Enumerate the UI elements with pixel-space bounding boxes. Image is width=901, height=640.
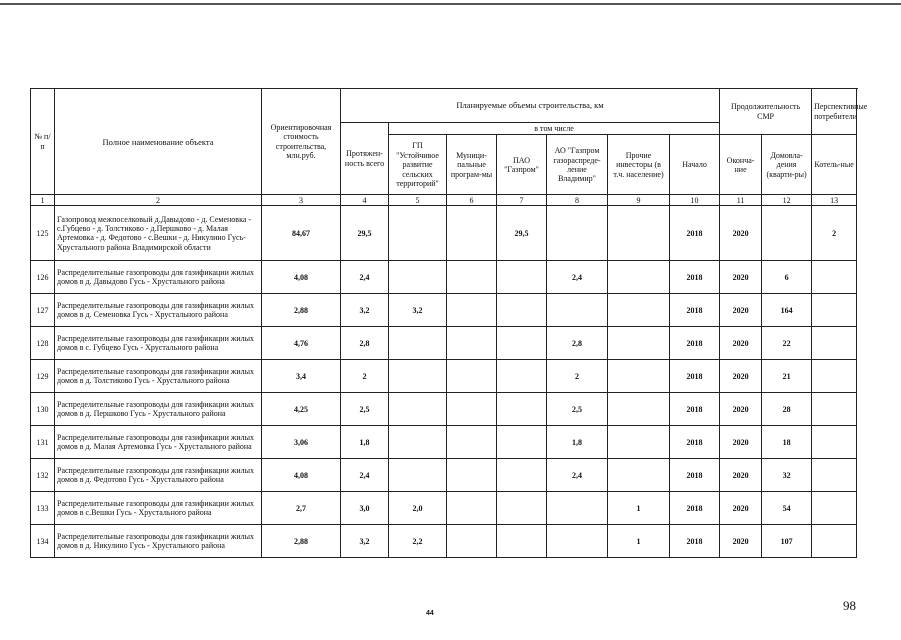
length-total-cell: 2 — [341, 360, 389, 393]
header-boilers: Котель-ные — [812, 135, 857, 195]
header-households: Домовла-дения (кварти-ры) — [762, 135, 812, 195]
header-end: Оконча-ние — [720, 135, 762, 195]
length-total-cell: 3,2 — [341, 525, 389, 558]
households-cell: 6 — [762, 261, 812, 294]
gp-cell: 2,0 — [389, 492, 447, 525]
municipal-cell — [447, 426, 497, 459]
gp-cell: 3,2 — [389, 294, 447, 327]
municipal-cell — [447, 492, 497, 525]
ao-cell — [547, 294, 608, 327]
cost-cell: 2,88 — [262, 525, 341, 558]
end-cell: 2020 — [720, 426, 762, 459]
start-cell: 2018 — [670, 459, 720, 492]
object-name: Распределительные газопроводы для газификации жилых домов в д. Давыдово Гусь - Хрустального района — [55, 261, 262, 294]
other-cell: 1 — [608, 525, 670, 558]
pao-cell — [497, 294, 547, 327]
column-number-row — [31, 195, 857, 206]
row-number: 127 — [31, 294, 55, 327]
table-row — [31, 393, 857, 426]
other-cell — [608, 459, 670, 492]
households-cell: 18 — [762, 426, 812, 459]
end-cell: 2020 — [720, 261, 762, 294]
object-name: Распределительные газопроводы для газификации жилых домов в д. Федотово Гусь - Хрустального района — [55, 459, 262, 492]
other-cell — [608, 360, 670, 393]
boilers-cell: 2 — [812, 206, 857, 261]
header-cost: Ориентировочная стоимость строительства, млн.руб. — [262, 89, 341, 195]
col-num: 5 — [389, 195, 447, 206]
gp-cell — [389, 459, 447, 492]
start-cell: 2018 — [670, 426, 720, 459]
header-other: Прочие инвесторы (в т.ч. население) — [608, 135, 670, 195]
row-number: 128 — [31, 327, 55, 360]
header-consumers: Перспективные потребители — [812, 89, 857, 135]
households-cell: 28 — [762, 393, 812, 426]
object-name: Распределительные газопроводы для газификации жилых домов в с. Губцево Гусь - Хрустального района — [55, 327, 262, 360]
table-row — [31, 459, 857, 492]
cost-cell: 4,08 — [262, 261, 341, 294]
cost-cell: 2,7 — [262, 492, 341, 525]
footer-number: 44 — [426, 610, 434, 617]
object-name: Распределительные газопроводы для газификации жилых домов в д. Першково Гусь - Хрустального района — [55, 393, 262, 426]
boilers-cell — [812, 525, 857, 558]
object-name: Газопровод межпоселковый д.Давыдово - д. Семеновка - с.Губцево - д. Толстиково - д.Першково - д. Малая Артемовка - д. Федотово - с.Вешки - д. Никулино Гусь-Хрустального района Владимирской области — [55, 206, 262, 261]
length-total-cell: 3,0 — [341, 492, 389, 525]
col-num: 7 — [497, 195, 547, 206]
municipal-cell — [447, 261, 497, 294]
gp-cell — [389, 261, 447, 294]
cost-cell: 4,76 — [262, 327, 341, 360]
row-number: 130 — [31, 393, 55, 426]
ao-cell: 2,4 — [547, 459, 608, 492]
cost-cell: 3,06 — [262, 426, 341, 459]
length-total-cell: 29,5 — [341, 206, 389, 261]
object-name: Распределительные газопроводы для газификации жилых домов в с.Вешки Гусь - Хрустального района — [55, 492, 262, 525]
boilers-cell — [812, 360, 857, 393]
end-cell: 2020 — [720, 525, 762, 558]
header-including: в том числе — [389, 123, 720, 135]
pao-cell — [497, 426, 547, 459]
col-num: 13 — [812, 195, 857, 206]
other-cell — [608, 426, 670, 459]
length-total-cell: 2,4 — [341, 459, 389, 492]
header-municipal: Муници-пальные програм-мы — [447, 135, 497, 195]
length-total-cell: 2,4 — [341, 261, 389, 294]
col-num: 11 — [720, 195, 762, 206]
pao-cell — [497, 360, 547, 393]
start-cell: 2018 — [670, 327, 720, 360]
col-num: 10 — [670, 195, 720, 206]
municipal-cell — [447, 206, 497, 261]
table-row — [31, 261, 857, 294]
cost-cell: 2,88 — [262, 294, 341, 327]
pao-cell — [497, 261, 547, 294]
col-num: 2 — [55, 195, 262, 206]
row-number: 134 — [31, 525, 55, 558]
municipal-cell — [447, 327, 497, 360]
row-number: 125 — [31, 206, 55, 261]
pao-cell: 29,5 — [497, 206, 547, 261]
table-row — [31, 327, 857, 360]
gp-cell — [389, 360, 447, 393]
ao-cell: 2,5 — [547, 393, 608, 426]
start-cell: 2018 — [670, 525, 720, 558]
other-cell: 1 — [608, 492, 670, 525]
start-cell: 2018 — [670, 492, 720, 525]
header-length-total: Протяжен-ность всего — [341, 123, 389, 195]
end-cell: 2020 — [720, 206, 762, 261]
row-number: 129 — [31, 360, 55, 393]
ao-cell: 2,8 — [547, 327, 608, 360]
col-num: 1 — [31, 195, 55, 206]
cost-cell: 3,4 — [262, 360, 341, 393]
row-number: 132 — [31, 459, 55, 492]
start-cell: 2018 — [670, 206, 720, 261]
municipal-cell — [447, 459, 497, 492]
col-num: 12 — [762, 195, 812, 206]
end-cell: 2020 — [720, 393, 762, 426]
boilers-cell — [812, 426, 857, 459]
pao-cell — [497, 393, 547, 426]
length-total-cell: 2,5 — [341, 393, 389, 426]
other-cell — [608, 327, 670, 360]
header-name: Полное наименование объекта — [55, 89, 262, 195]
start-cell: 2018 — [670, 261, 720, 294]
gp-cell — [389, 393, 447, 426]
boilers-cell — [812, 294, 857, 327]
gp-cell — [389, 206, 447, 261]
ao-cell — [547, 492, 608, 525]
boilers-cell — [812, 459, 857, 492]
start-cell: 2018 — [670, 393, 720, 426]
boilers-cell — [812, 327, 857, 360]
table-row — [31, 206, 857, 261]
col-num: 6 — [447, 195, 497, 206]
gp-cell: 2,2 — [389, 525, 447, 558]
ao-cell: 2,4 — [547, 261, 608, 294]
page-number: 98 — [843, 598, 856, 613]
ao-cell — [547, 206, 608, 261]
length-total-cell: 2,8 — [341, 327, 389, 360]
object-name: Распределительные газопроводы для газификации жилых домов в д. Толстиково Гусь - Хрустального района — [55, 360, 262, 393]
households-cell: 164 — [762, 294, 812, 327]
end-cell: 2020 — [720, 360, 762, 393]
ao-cell: 1,8 — [547, 426, 608, 459]
other-cell — [608, 393, 670, 426]
cost-cell: 84,67 — [262, 206, 341, 261]
households-cell — [762, 206, 812, 261]
gp-cell — [389, 327, 447, 360]
col-num: 9 — [608, 195, 670, 206]
end-cell: 2020 — [720, 294, 762, 327]
households-cell: 54 — [762, 492, 812, 525]
pao-cell — [497, 492, 547, 525]
municipal-cell — [447, 525, 497, 558]
boilers-cell — [812, 393, 857, 426]
end-cell: 2020 — [720, 327, 762, 360]
object-name: Распределительные газопроводы для газификации жилых домов в д. Никулино Гусь - Хрустального района — [55, 525, 262, 558]
row-number: 133 — [31, 492, 55, 525]
row-number: 126 — [31, 261, 55, 294]
ao-cell — [547, 525, 608, 558]
boilers-cell — [812, 492, 857, 525]
boilers-cell — [812, 261, 857, 294]
header-ao: АО "Газпром газораспреде-ление Владимир" — [547, 135, 608, 195]
header-gp: ГП "Устойчивое развитие сельских территорий" — [389, 135, 447, 195]
other-cell — [608, 294, 670, 327]
col-num: 8 — [547, 195, 608, 206]
object-name: Распределительные газопроводы для газификации жилых домов в д. Малая Артемовка Гусь - Хрустального района — [55, 426, 262, 459]
object-name: Распределительные газопроводы для газификации жилых домов в д. Семеновка Гусь - Хрустального района — [55, 294, 262, 327]
start-cell: 2018 — [670, 294, 720, 327]
length-total-cell: 3,2 — [341, 294, 389, 327]
pao-cell — [497, 525, 547, 558]
header-pao: ПАО "Газпром" — [497, 135, 547, 195]
top-border-line — [0, 3, 901, 5]
header-planned: Планируемые объемы строительства, км — [341, 89, 720, 123]
municipal-cell — [447, 360, 497, 393]
other-cell — [608, 261, 670, 294]
table-row — [31, 294, 857, 327]
municipal-cell — [447, 294, 497, 327]
col-num: 4 — [341, 195, 389, 206]
start-cell: 2018 — [670, 360, 720, 393]
header-duration: Продолжительность СМР — [720, 89, 812, 135]
end-cell: 2020 — [720, 459, 762, 492]
header-start: Начало — [670, 135, 720, 195]
table-row — [31, 492, 857, 525]
row-number: 131 — [31, 426, 55, 459]
length-total-cell: 1,8 — [341, 426, 389, 459]
other-cell — [608, 206, 670, 261]
end-cell: 2020 — [720, 492, 762, 525]
households-cell: 21 — [762, 360, 812, 393]
col-num: 3 — [262, 195, 341, 206]
pao-cell — [497, 459, 547, 492]
households-cell: 32 — [762, 459, 812, 492]
households-cell: 107 — [762, 525, 812, 558]
table-row — [31, 525, 857, 558]
municipal-cell — [447, 393, 497, 426]
table-row — [31, 360, 857, 393]
gp-cell — [389, 426, 447, 459]
header-no: № п/п — [31, 89, 55, 195]
households-cell: 22 — [762, 327, 812, 360]
ao-cell: 2 — [547, 360, 608, 393]
table-row — [31, 426, 857, 459]
gas-pipeline-table — [30, 88, 868, 558]
pao-cell — [497, 327, 547, 360]
cost-cell: 4,25 — [262, 393, 341, 426]
cost-cell: 4,08 — [262, 459, 341, 492]
